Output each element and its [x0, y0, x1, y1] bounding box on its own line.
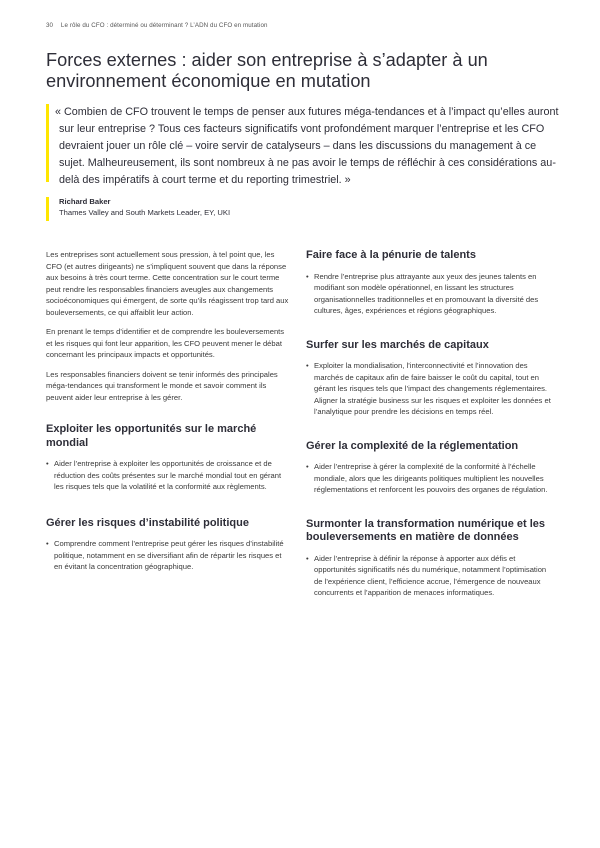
author-name: Richard Baker: [59, 197, 111, 206]
section-talent-shortage: [306, 249, 556, 317]
left-column: [46, 249, 291, 573]
bullet-text: Comprendre comment l’entreprise peut gérer les risques d’instabilité politique, notamment en se diversifiant afin de répartir les risques et en évitant la concentration géographique.: [54, 539, 284, 571]
bullet-item: [306, 461, 556, 496]
section-heading: Faire face à la pénurie de talents: [306, 249, 476, 261]
bullet-icon: •: [306, 462, 309, 471]
bullet-text: Exploiter la mondialisation, l’interconnectivité et l’innovation des marchés de capitaux afin de faire baisser le coût du capital, tout en gérant les risques tels que l’impact des changements réglementaires. Aligner la stratégie business sur les risques et exploiter les données et l’analytique pour prendre les décisions en temps réel.: [314, 361, 551, 416]
running-header: [46, 22, 268, 29]
bullet-icon: •: [46, 459, 49, 468]
quote-author: [59, 196, 230, 218]
section-regulation: [306, 440, 556, 496]
bullet-item: [306, 360, 556, 418]
bullet-icon: •: [306, 361, 309, 370]
section-capital-markets: [306, 339, 556, 418]
author-role: Thames Valley and South Markets Leader, EY, UKI: [59, 208, 231, 217]
right-column: [306, 249, 556, 599]
bullet-icon: •: [306, 553, 309, 563]
bullet-text: Aider l’entreprise à gérer la complexité de la conformité à l’échelle mondiale, alors que les dirigeants politiques multiplient les nouvelles réglementations et renforcent les pouvoirs des organes de régulation.: [314, 462, 548, 494]
section-heading: Gérer la complexité de la réglementation: [306, 439, 519, 452]
bullet-icon: •: [306, 271, 309, 281]
bullet-item: [306, 553, 556, 599]
bullet-icon: •: [46, 539, 49, 548]
page-title: Forces externes : aider son entreprise à s’adapter à un environnement économique en mutation: [46, 50, 488, 91]
intro-paragraph: Les entreprises sont actuellement sous pression, à tel point que, les CFO (et autres dirigeants) ne s’impliquent souvent que dans la réponse aux besoins à très court terme. Cette concentration sur le court terme peut rendre les responsables financiers aveugles aux changements socioéconomiques qui émergent, de sorte qu’ils réagissent trop tard aux bouleversements, ce qui affaiblit leur action.: [46, 250, 289, 317]
section-global-market: [46, 423, 291, 493]
bullet-item: [46, 458, 291, 493]
section-digital-transformation: [306, 518, 556, 599]
quote-accent-bar: [46, 104, 49, 182]
quote-text: « Combien de CFO trouvent le temps de penser aux futures méga-tendances et à l’impact qu’elles auront sur leur entreprise ? Tous ces facteurs significatifs vont profondément marquer l’entreprise et les CFO devraient jouer un rôle clé – voire servir de catalyseurs – dans les discussions du management à ce sujet. Malheureusement, ils sont nombreux à ne pas avoir le temps de réfléchir à ces considérations au-delà des impératifs à court terme et du reporting trimestriel. »: [55, 106, 559, 186]
bullet-text: Aider l’entreprise à exploiter les opportunités de croissance et de réduction des coûts présentes sur le marché mondial tout en gérant les risques tels que la volatilité et la conformité aux règlements.: [54, 459, 282, 491]
intro-paragraph: Les responsables financiers doivent se tenir informés des principales méga-tendances qui transforment le monde et savoir comment ils peuvent aider leur entreprise à les gérer.: [46, 369, 278, 402]
intro-paragraph: En prenant le temps d’identifier et de comprendre les bouleversements et les risques qui font leur apparition, les CFO peuvent mener le débat concernant les principaux impacts et opportunités.: [46, 327, 285, 359]
section-heading: Exploiter les opportunités sur le marché mondial: [46, 423, 257, 449]
bullet-item: [306, 271, 556, 317]
bullet-item: [46, 538, 291, 573]
page-number: 30: [46, 22, 54, 29]
section-heading: Gérer les risques d’instabilité politique: [46, 516, 249, 529]
running-title: Le rôle du CFO : déterminé ou déterminant ? L’ADN du CFO en mutation: [60, 22, 268, 29]
bullet-text: Rendre l’entreprise plus attrayante aux yeux des jeunes talents en modifiant son modèle opérationnel, en lissant les structures organisationnelles traditionnelles et en promouvant la diversité des cultures, âges, expériences et régions géographiques.: [314, 271, 539, 315]
bullet-text: Aider l’entreprise à définir la réponse à apporter aux défis et opportunités significatifs nés du numérique, notamment l’optimisation de l’expérience client, l’efficience accrue, l’émergence de nouveaux concurrents et l’apparition de menaces informatiques.: [314, 553, 547, 597]
section-heading: Surmonter la transformation numérique et les bouleversements en matière de données: [306, 517, 545, 543]
section-political-risk: [46, 517, 291, 573]
author-accent-bar: [46, 197, 49, 221]
section-heading: Surfer sur les marchés de capitaux: [306, 338, 489, 351]
